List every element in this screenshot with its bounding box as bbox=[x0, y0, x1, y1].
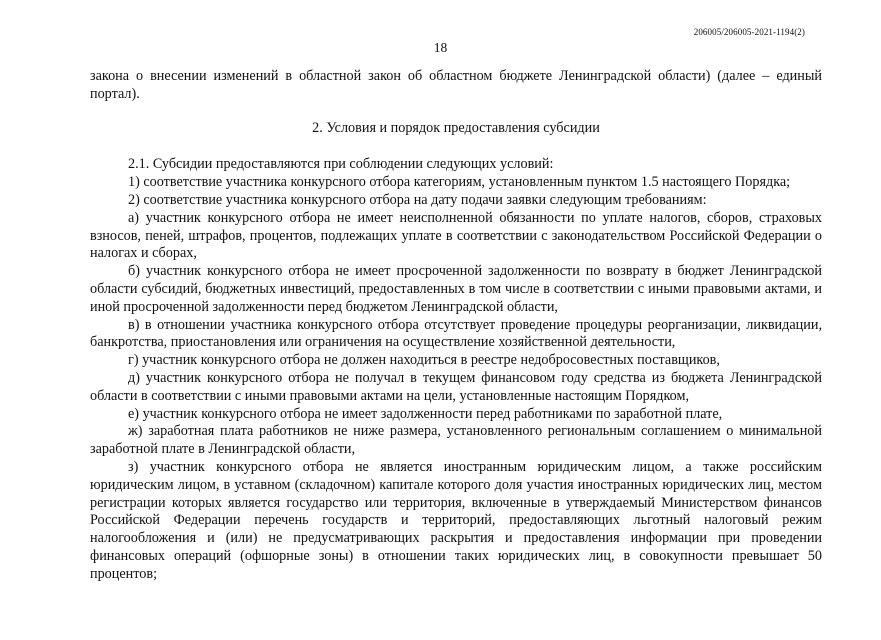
paragraph-item-d: д) участник конкурсного отбора не получал в текущем финансовом году средства из бюджета Ленинградской области в соответствии с иными правовыми актами на цели, установленные настоящим Порядком, bbox=[90, 369, 822, 404]
document-number: 206005/206005-2021-1194(2) bbox=[693, 27, 805, 37]
paragraph-2-1: 2.1. Субсидии предоставляются при соблюдении следующих условий: bbox=[128, 156, 554, 173]
section-title: 2. Условия и порядок предоставления субсидии bbox=[312, 119, 600, 136]
intro-paragraph: закона о внесении изменений в областной закон об областном бюджете Ленинградской области) (далее – единый портал). bbox=[90, 68, 822, 102]
paragraph-item-1: 1) соответствие участника конкурсного отбора категориям, установленным пунктом 1.5 настоящего Порядка; bbox=[128, 174, 791, 191]
paragraph-item-v: в) в отношении участника конкурсного отбора отсутствует проведение процедуры реорганизации, ликвидации, банкротства, приостановления или ограничения на осуществление хозяйственной деятельности, bbox=[90, 316, 822, 351]
paragraph-item-e: е) участник конкурсного отбора не имеет задолженности перед работниками по заработной плате, bbox=[128, 405, 723, 422]
paragraph-item-z: з) участник конкурсного отбора не является иностранным юридическим лицом, а также российским юридическим лицом, в уставном (складочном) капитале которого доля участия иностранных юридических лиц, местом регистрации которых является государство или территория, включенные в утверждаемый Министерством финансов Российской Федерации перечень государств и территорий, предоставляющих льготный налоговый режим налогообложения и (или) не предусматривающих раскрытия и предоставления информации при проведении финансовых операций (офшорные зоны) в отношении таких юридических лиц, в совокупности превышает 50 процентов; bbox=[90, 458, 822, 582]
paragraph-item-2: 2) соответствие участника конкурсного отбора на дату подачи заявки следующим требованиям: bbox=[128, 191, 707, 208]
paragraph-item-b: б) участник конкурсного отбора не имеет просроченной задолженности по возврату в бюджет Ленинградской области субсидий, бюджетных инвестиций, предоставленных в том числе в соответствии с иными правовыми актами, и иной просроченной задолженности перед бюджетом Ленинградской области, bbox=[90, 263, 822, 315]
paragraph-item-g: г) участник конкурсного отбора не должен находиться в реестре недобросовестных поставщиков, bbox=[128, 352, 720, 369]
paragraph-item-a: а) участник конкурсного отбора не имеет неисполненной обязанности по уплате налогов, сборов, страховых взносов, пеней, штрафов, процентов, подлежащих уплате в соответствии с законодательством Российской Федерации о налогах и сборах, bbox=[90, 209, 822, 262]
document-body bbox=[90, 68, 822, 584]
paragraph-item-zh: ж) заработная плата работников не ниже размера, установленного региональным соглашением о минимальной заработной плате в Ленинградской области, bbox=[90, 423, 822, 458]
page-number: 18 bbox=[433, 40, 448, 55]
